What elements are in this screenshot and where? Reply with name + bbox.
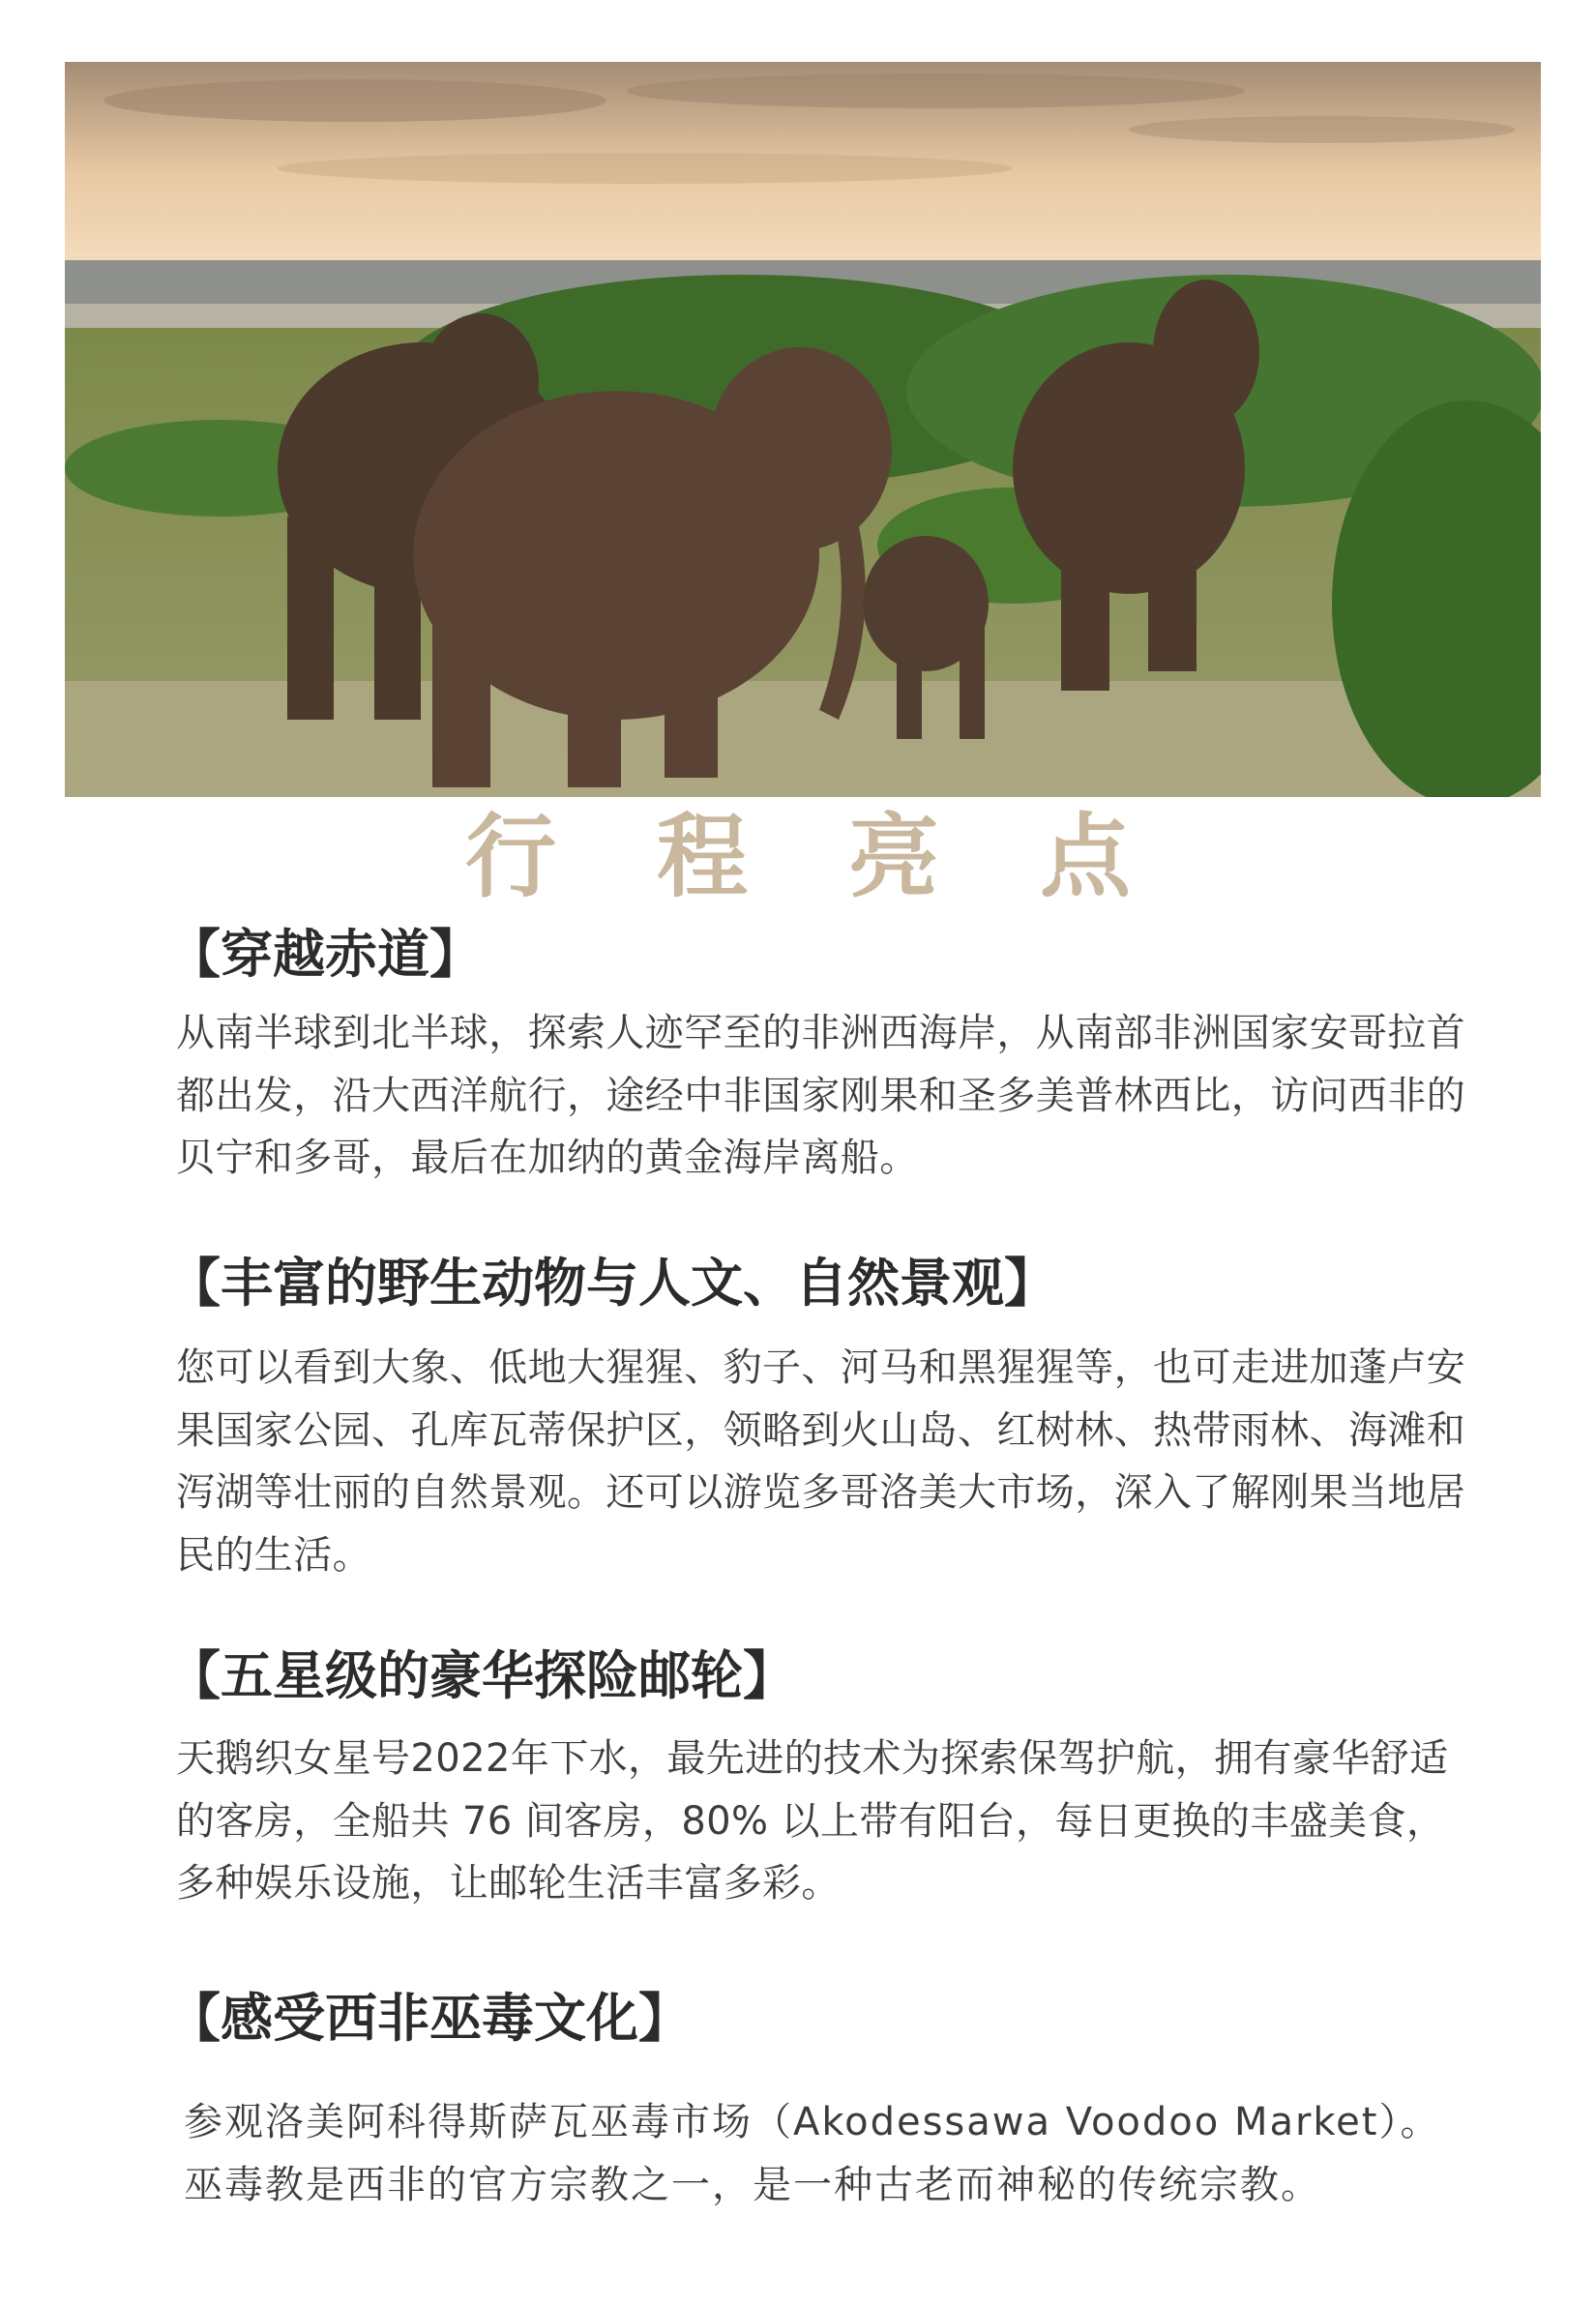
elephants-photo — [65, 62, 1541, 797]
section-cruise-ship — [168, 1640, 1472, 1915]
page-heading: 行程亮点 — [464, 805, 1231, 910]
section-voodoo-culture — [168, 1983, 1472, 2216]
section-wildlife — [168, 1248, 1472, 1586]
hero-photo — [65, 62, 1541, 797]
section-body: 天鹅织女星号2022年下水，最先进的技术为探索保驾护航，拥有豪华舒适的客房，全船共 76 间客房，80% 以上带有阳台，每日更换的丰盛美食，多种娱乐设施，让邮轮生活丰富多彩。 — [176, 1736, 1449, 1906]
section-title: 【五星级的豪华探险邮轮】 — [168, 1644, 795, 1706]
section-body: 从南半球到北半球，探索人迹罕至的非洲西海岸，从南部非洲国家安哥拉首都出发，沿大西洋航行，途经中非国家刚果和圣多美普林西比，访问西非的贝宁和多哥，最后在加纳的黄金海岸离船。 — [176, 1011, 1466, 1180]
section-body: 您可以看到大象、低地大猩猩、豹子、河马和黑猩猩等，也可走进加蓬卢安果国家公园、孔库瓦蒂保护区，领略到火山岛、红树林、热带雨林、海滩和泻湖等壮丽的自然景观。还可以游览多哥洛美大市场，深入了解刚果当地居民的生活。 — [176, 1345, 1466, 1578]
section-title: 【丰富的野生动物与人文、自然景观】 — [168, 1252, 1056, 1314]
section-body: 参观洛美阿科得斯萨瓦巫毒市场（Akodessawa Voodoo Market）。巫毒教是西非的官方宗教之一，是一种古老而神秘的传统宗教。 — [184, 2100, 1441, 2207]
section-cross-equator — [168, 919, 1472, 1190]
section-title: 【感受西非巫毒文化】 — [168, 1987, 691, 2049]
section-title: 【穿越赤道】 — [168, 923, 482, 985]
